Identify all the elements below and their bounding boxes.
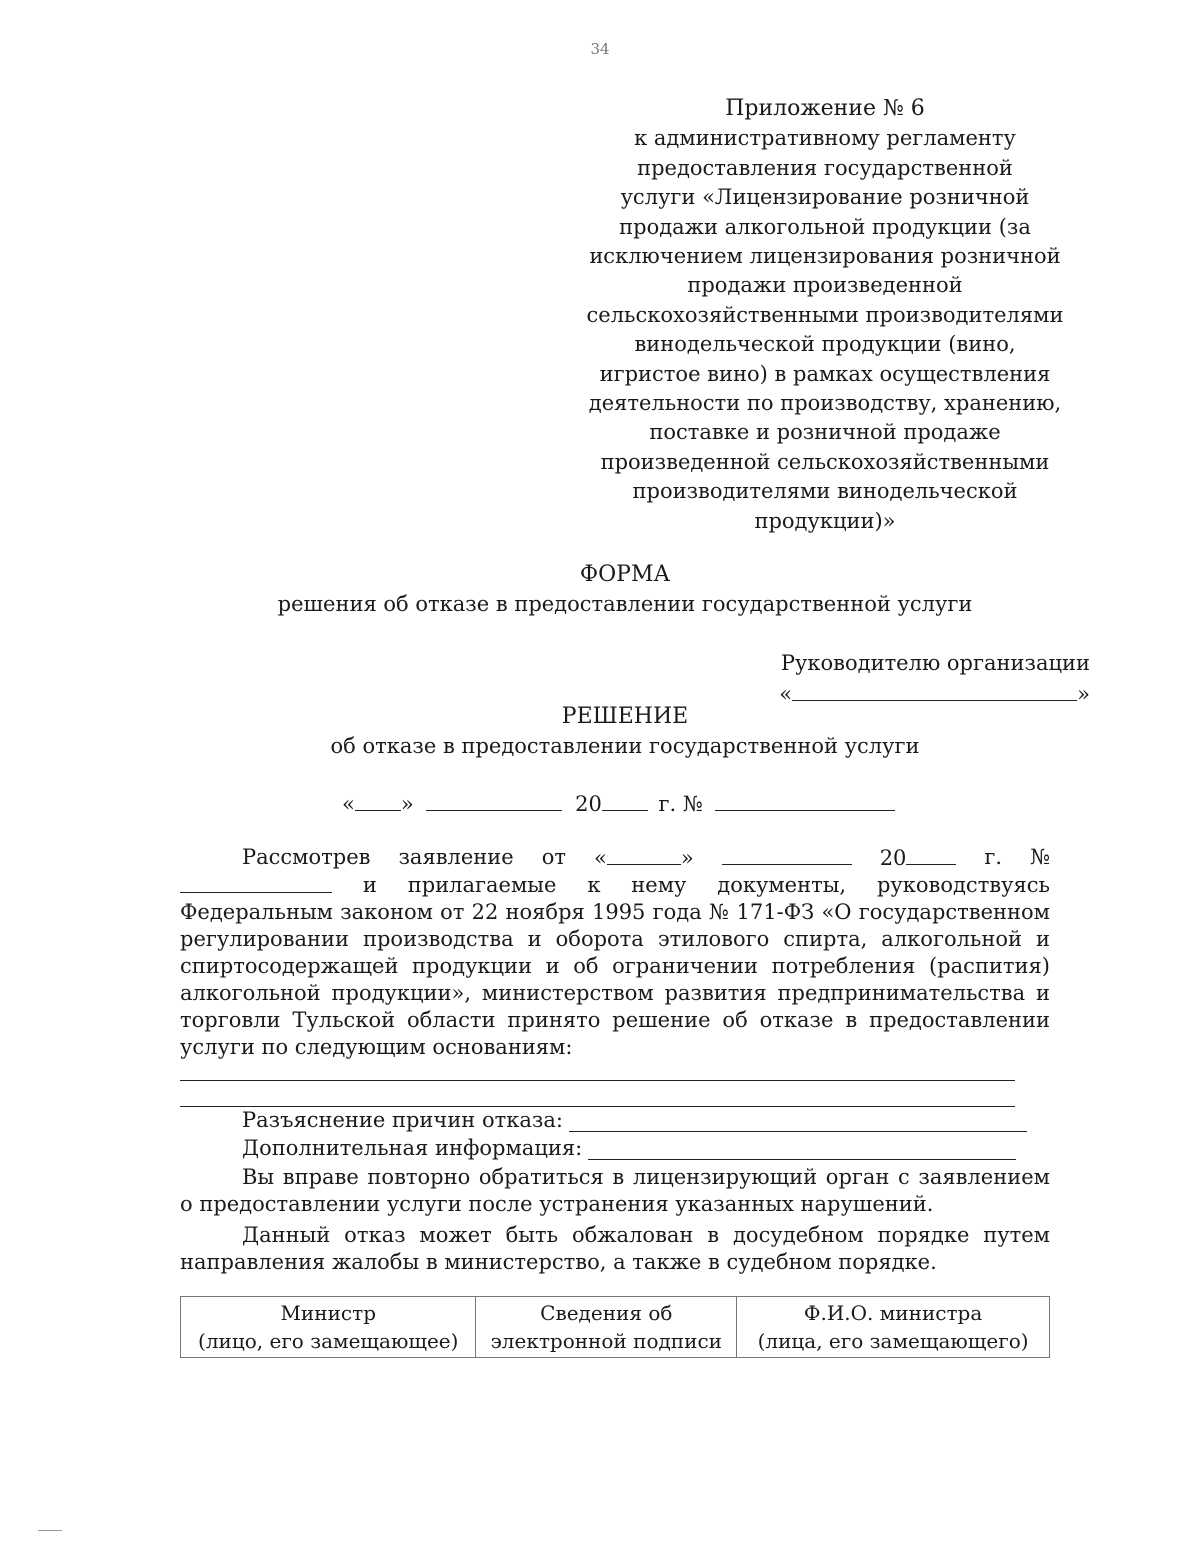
appendix-line: продажи алкогольной продукции (за	[619, 214, 1031, 239]
form-subtitle: решения об отказе в предоставлении государственной услуги	[277, 592, 973, 616]
appendix-line: продукции)»	[754, 508, 896, 533]
appendix-line: произведенной сельскохозяйственными	[600, 449, 1050, 474]
reasons-field	[242, 1108, 1027, 1132]
word: Рассмотрев	[242, 845, 371, 869]
cell-line: (лицо, его замещающее)	[198, 1329, 459, 1353]
appendix-line: игристое вино) в рамках осуществления	[599, 361, 1051, 386]
word: прилагаемые	[407, 873, 557, 897]
body-row-2	[180, 872, 1050, 899]
decision-title: РЕШЕНИЕ	[561, 704, 689, 729]
body-row-1	[180, 844, 1050, 872]
appendix-header	[570, 94, 1080, 536]
open-quote: «	[593, 846, 607, 870]
minister-name-cell	[737, 1297, 1050, 1358]
additional-info-field	[242, 1136, 1016, 1160]
cell-line: электронной подписи	[490, 1329, 722, 1353]
application-month-blank[interactable]	[722, 844, 852, 865]
open-quote: «	[342, 792, 355, 816]
close-quote: »	[400, 792, 414, 816]
application-day-field	[594, 844, 694, 872]
word: заявление	[398, 845, 514, 869]
org-name-blank[interactable]	[792, 678, 1077, 701]
appendix-line: к административному регламенту	[634, 126, 1016, 151]
cell-line: Ф.И.О. министра	[803, 1301, 983, 1325]
appendix-line: деятельности по производству, хранению,	[588, 391, 1062, 416]
additional-info-label: Дополнительная информация:	[242, 1136, 583, 1160]
addressee-line: Руководителю организации	[780, 651, 1090, 675]
open-quote: «	[779, 682, 793, 706]
application-day-blank[interactable]	[607, 844, 681, 865]
additional-info-blank[interactable]	[588, 1139, 1016, 1160]
cell-line: (лица, его замещающего)	[757, 1329, 1029, 1353]
reason-line-1[interactable]	[180, 1080, 1015, 1081]
year-prefix: 20	[879, 846, 907, 870]
application-year-blank[interactable]	[906, 844, 956, 865]
word: к	[587, 873, 601, 897]
appendix-line: исключением лицензирования розничной	[589, 244, 1061, 269]
decision-subtitle: об отказе в предоставлении государственной услуги	[330, 734, 920, 758]
appendix-title: Приложение № 6	[725, 96, 925, 121]
word: документы,	[717, 873, 847, 897]
table-row	[181, 1297, 1050, 1358]
cell-line: Сведения об	[540, 1301, 673, 1325]
reasons-label: Разъяснение причин отказа:	[242, 1108, 563, 1132]
page-number: 34	[590, 40, 610, 58]
appendix-line: производителями винодельческой	[632, 479, 1018, 504]
close-quote: »	[1077, 682, 1090, 706]
number-label: г. №	[658, 792, 703, 816]
body-paragraph: Федеральным законом от 22 ноября 1995 года № 171-ФЗ «О государственном регулировании производства и оборота этилового спирта, алкогольной и спиртосодержащей продукции и об ограничении потребления (распития) алкогольной продукции», министерством развития предпринимательства и торговли Тульской области принято решение об отказе в предоставлении услуги по следующим основаниям:	[180, 900, 1050, 1059]
appendix-line: услуги «Лицензирование розничной	[620, 185, 1030, 210]
appendix-line: сельскохозяйственными производителями	[586, 302, 1064, 327]
form-title: ФОРМА	[579, 562, 671, 587]
signature-table	[180, 1296, 1050, 1358]
reason-line-2[interactable]	[180, 1106, 1015, 1107]
reasons-blank[interactable]	[569, 1111, 1027, 1132]
year-blank[interactable]	[602, 790, 648, 811]
word: руководствуясь	[876, 873, 1050, 897]
word: №	[1030, 845, 1050, 869]
cell-line: Министр	[280, 1301, 376, 1325]
appendix-line: поставке и розничной продаже	[649, 420, 1001, 445]
decision-number-blank[interactable]	[715, 790, 895, 811]
word: от	[541, 845, 566, 869]
minister-cell	[181, 1297, 476, 1358]
close-quote: »	[680, 846, 694, 870]
appeal-paragraph: Данный отказ может быть обжалован в досудебном порядке путем направления жалобы в министерство, а также в судебном порядке.	[180, 1223, 1050, 1274]
word: г.	[984, 845, 1003, 869]
year-prefix: 20	[575, 792, 602, 816]
month-blank[interactable]	[426, 790, 562, 811]
day-blank[interactable]	[355, 790, 401, 811]
appendix-line: предоставления государственной	[637, 155, 1013, 180]
application-year-field	[880, 844, 957, 872]
application-number-blank[interactable]	[180, 872, 332, 893]
reapply-paragraph: Вы вправе повторно обратиться в лицензирующий орган с заявлением о предоставлении услуги после устранения указанных нарушений.	[180, 1165, 1050, 1216]
word: нему	[631, 873, 687, 897]
appendix-line: продажи произведенной	[687, 273, 963, 298]
closing-text	[180, 1164, 1050, 1280]
addressee-block	[779, 648, 1090, 709]
word: и	[362, 873, 377, 897]
appendix-line: винодельческой продукции (вино,	[634, 332, 1016, 357]
body-text	[180, 844, 1050, 1061]
decision-date-line	[342, 790, 895, 816]
e-signature-cell	[476, 1297, 737, 1358]
scan-artifact	[38, 1530, 62, 1531]
